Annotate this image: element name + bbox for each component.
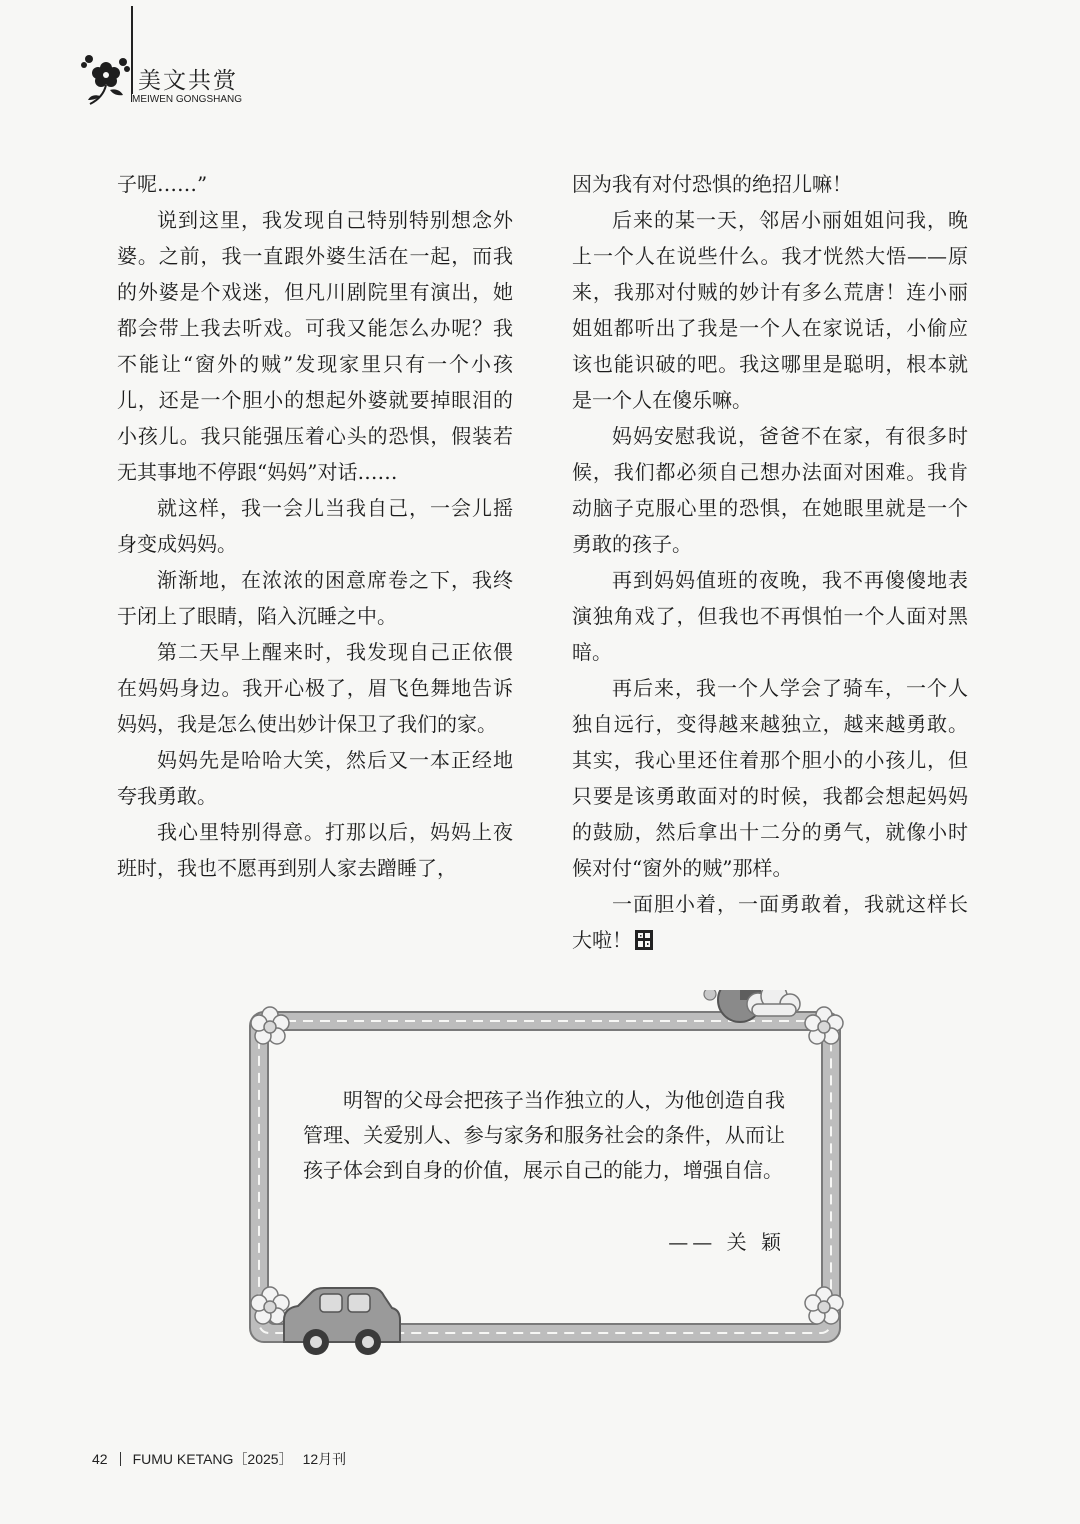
issue-month: 12月刊 [302, 1451, 347, 1467]
quote-text [303, 1083, 785, 1188]
paragraph: 子呢……” [117, 172, 208, 196]
flower-icon [80, 50, 132, 106]
paragraph: 后来的某一天，邻居小丽姐姐问我，晚上一个人在说些什么。我才恍然大悟——原来，我那对付贼的妙计有多么荒唐！连小丽姐姐都听出了我是一个人在家说话，小偷应该也能识破的吧。我这哪里是聪明，根本就是一个人在傻乐嘛。 [572, 208, 968, 412]
paragraph: 渐渐地，在浓浓的困意席卷之下，我终于闭上了眼睛，陷入沉睡之中。 [117, 568, 513, 628]
paragraph: 就这样，我一会儿当我自己，一会儿摇身变成妈妈。 [117, 496, 513, 556]
paragraph: 因为我有对付恐惧的绝招儿嘛！ [572, 172, 852, 196]
magazine-name: FUMU KETANG [132, 1451, 234, 1467]
paragraph: 第二天早上醒来时，我发现自己正依偎在妈妈身边。我开心极了，眉飞色舞地告诉妈妈，我是怎么使出妙计保卫了我们的家。 [117, 640, 513, 736]
quote-author: —— 关 颖 [668, 1230, 785, 1254]
paragraph: 再到妈妈值班的夜晚，我不再傻傻地表演独角戏了，但我也不再惧怕一个人面对黑暗。 [572, 568, 968, 664]
footer [92, 1449, 346, 1469]
end-mark-icon [634, 929, 654, 951]
footer-separator [120, 1452, 121, 1466]
paragraph: 妈妈安慰我说，爸爸不在家，有很多时候，我们都必须自己想办法面对困难。我肯动脑子克服心里的恐惧，在她眼里就是一个勇敢的孩子。 [572, 424, 968, 556]
paragraph: 妈妈先是哈哈大笑，然后又一本正经地夸我勇敢。 [117, 748, 513, 808]
paragraph: 再后来，我一个人学会了骑车，一个人独自远行，变得越来越独立，越来越勇敢。其实，我心里还住着那个胆小的小孩儿，但只要是该勇敢面对的时候，我都会想起妈妈的鼓励，然后拿出十二分的勇气，就像小时候对付“窗外的贼”那样。 [572, 676, 968, 880]
paragraph: 说到这里，我发现自己特别特别想念外婆。之前，我一直跟外婆生活在一起，而我的外婆是个戏迷，但凡川剧院里有演出，她都会带上我去听戏。可我又能怎么办呢？我不能让“窗外的贼”发现家里只有一个小孩儿，还是一个胆小的想起外婆就要掉眼泪的小孩儿。我只能强压着心头的恐惧，假装若无其事地不停跟“妈妈”对话…… [117, 208, 513, 484]
paragraph: 我心里特别得意。打那以后，妈妈上夜班时，我也不愿再到别人家去蹭睡了， [117, 820, 513, 880]
paragraph-last [572, 886, 968, 958]
section-title: 美文共赏 [138, 68, 238, 94]
article-right-column [572, 166, 968, 958]
last-paragraph-text: 一面胆小着，一面勇敢着，我就这样长大啦！ [572, 892, 968, 952]
page-number: 42 [92, 1451, 108, 1467]
section-pinyin: MEIWEN GONGSHANG [132, 94, 243, 105]
article-left-column [117, 166, 513, 886]
quote-body: 明智的父母会把孩子当作独立的人，为他创造自我管理、关爱别人、参与家务和服务社会的条件，从而让孩子体会到自身的价值，展示自己的能力，增强自信。 [303, 1088, 785, 1182]
issue-year: ［2025］ [233, 1451, 293, 1467]
